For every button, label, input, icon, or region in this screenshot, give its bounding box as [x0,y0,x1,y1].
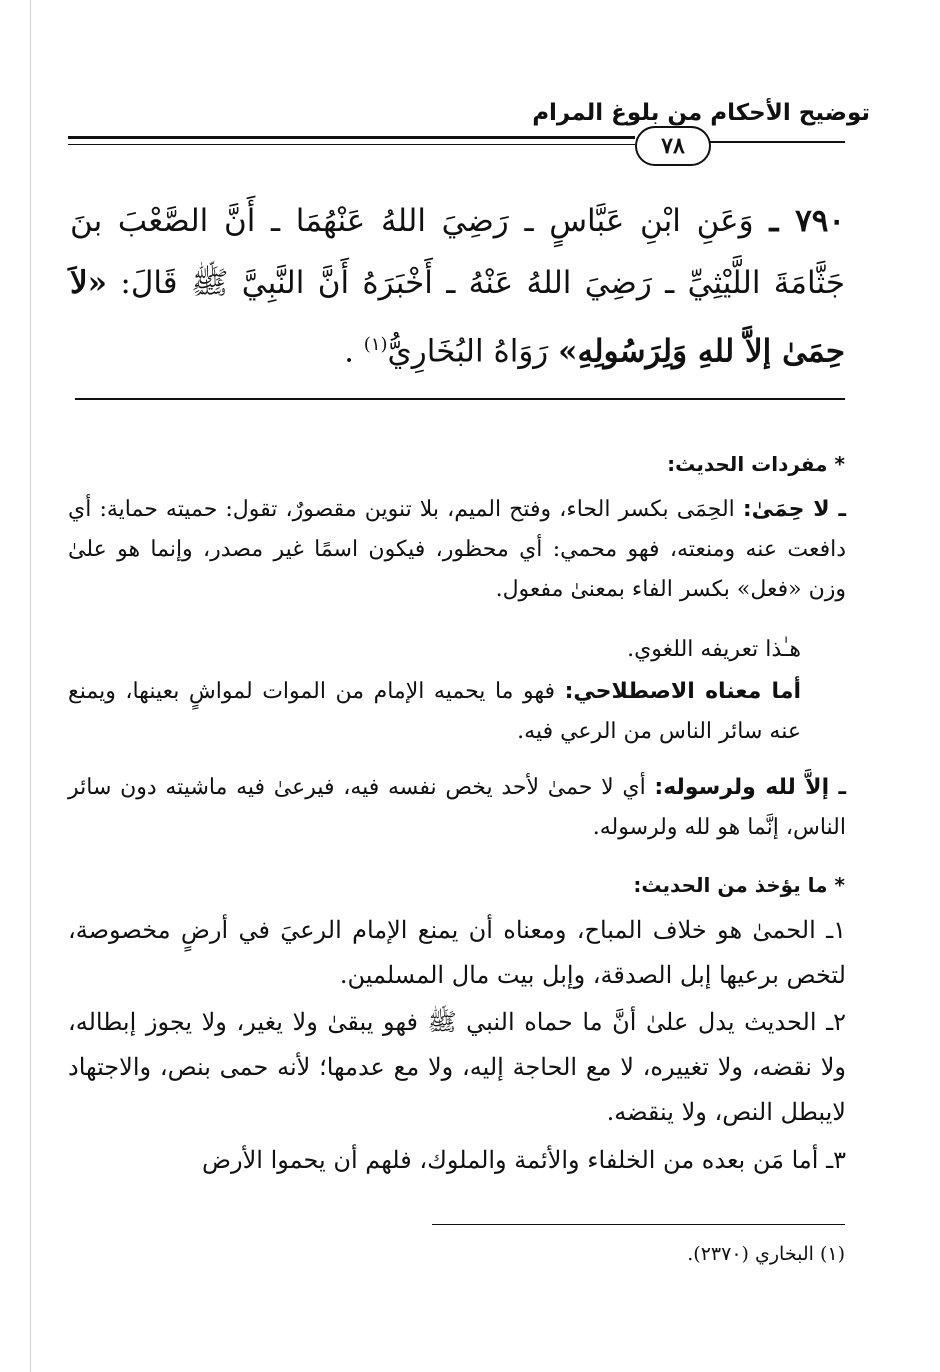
technical-meaning-text: فهو ما يحميه الإمام من الموات لمواشٍ بعينها، ويمنع عنه سائر الناس من الرعي فيه. [68,679,801,744]
lessons-section-title: * ما يؤخذ من الحديث: [633,873,845,897]
hadith-chain: وَعَنِ ابْنِ عَبَّاسٍ ـ رَضِيَ اللهُ عَنْهُمَا ـ أَنَّ الصَّعْبَ بنَ جَثَّامَةَ اللَّيْثِيِّ ـ رَضِيَ اللهُ عَنْهُ ـ أَخْبَرَهُ أَنَّ النَّبِيَّ ﷺ قَالَ: [70,203,845,301]
vocab-def-hima: الحِمَى بكسر الحاء، وفتح الميم، بلا تنوين مقصورٌ، تقول: حميته حماية: أي دافعت عنه ومنعته، فهو محمي: أي محظور، فيكون اسمًا غير مصدر، وإنما هو علىٰ وزن «فعل» بكسر الفاء بمعنىٰ مفعول. [68,497,846,602]
hadith-text [70,190,845,382]
lesson-item-1: ١ـ الحمىٰ هو خلاف المباح، ومعناه أن يمنع الإمام الرعيَ في أرضٍ مخصوصة، لتخص برعيها إبل الصدقة، وإبل بيت مال المسلمين. [68,916,846,989]
vocab-item-illa [68,768,846,848]
running-header-title: توضيح الأحكام من بلوغ المرام [532,100,870,126]
header-rule-right [707,141,845,143]
footnote-rule [432,1224,845,1225]
vocab-item-hima [68,490,846,610]
page-number: ٧٨ [635,126,711,166]
section-divider [75,398,845,400]
linguistic-note: هـٰذا تعريفه اللغوي. [627,637,801,662]
vocab-section-title: * مفردات الحديث: [667,452,845,476]
page-edge-line [30,0,31,1372]
header-rule-thin [68,144,635,145]
lesson-item-3: ٣ـ أما مَن بعده من الخلفاء والأئمة والملوك، فلهم أن يحموا الأرض [201,1146,846,1174]
footnote: (١) البخاري (٢٣٧٠). [687,1243,845,1265]
vocab-term-hima: ـ لا حِمَىٰ: [742,497,846,522]
technical-meaning-label: أما معناه الاصطلاحي: [564,679,801,704]
vocab-def-illa: أي لا حمىٰ لأحد يخص نفسه فيه، فيرعىٰ فيه ماشيته دون سائر الناس، إنَّما هو لله ولرسوله. [68,775,846,840]
hadith-end: . [344,333,364,370]
technical-meaning [68,672,846,752]
header-rule-thick [68,136,635,139]
hadith-number: ٧٩٠ ـ [769,203,846,239]
footnote-reference: (١) [363,334,388,355]
hadith-quote: «لاَ حِمَىٰ إلاَّ للهِ وَلِرَسُولِهِ» [70,265,845,370]
lesson-item-2: ٢ـ الحديث يدل علىٰ أنَّ ما حماه النبي ﷺ فهو يبقىٰ ولا يغير، ولا يجوز إبطاله، ولا نقضه، ولا تغييره، لا مع الحاجة إليه، ولا مع عدمها؛ لأنه حمى بنص، والاجتهاد لايبطل النص، ولا ينقضه. [68,1008,846,1126]
hadith-source: رَوَاهُ البُخَارِيُّ [387,333,559,370]
vocab-term-illa: ـ إلاَّ لله ولرسوله: [654,775,847,800]
